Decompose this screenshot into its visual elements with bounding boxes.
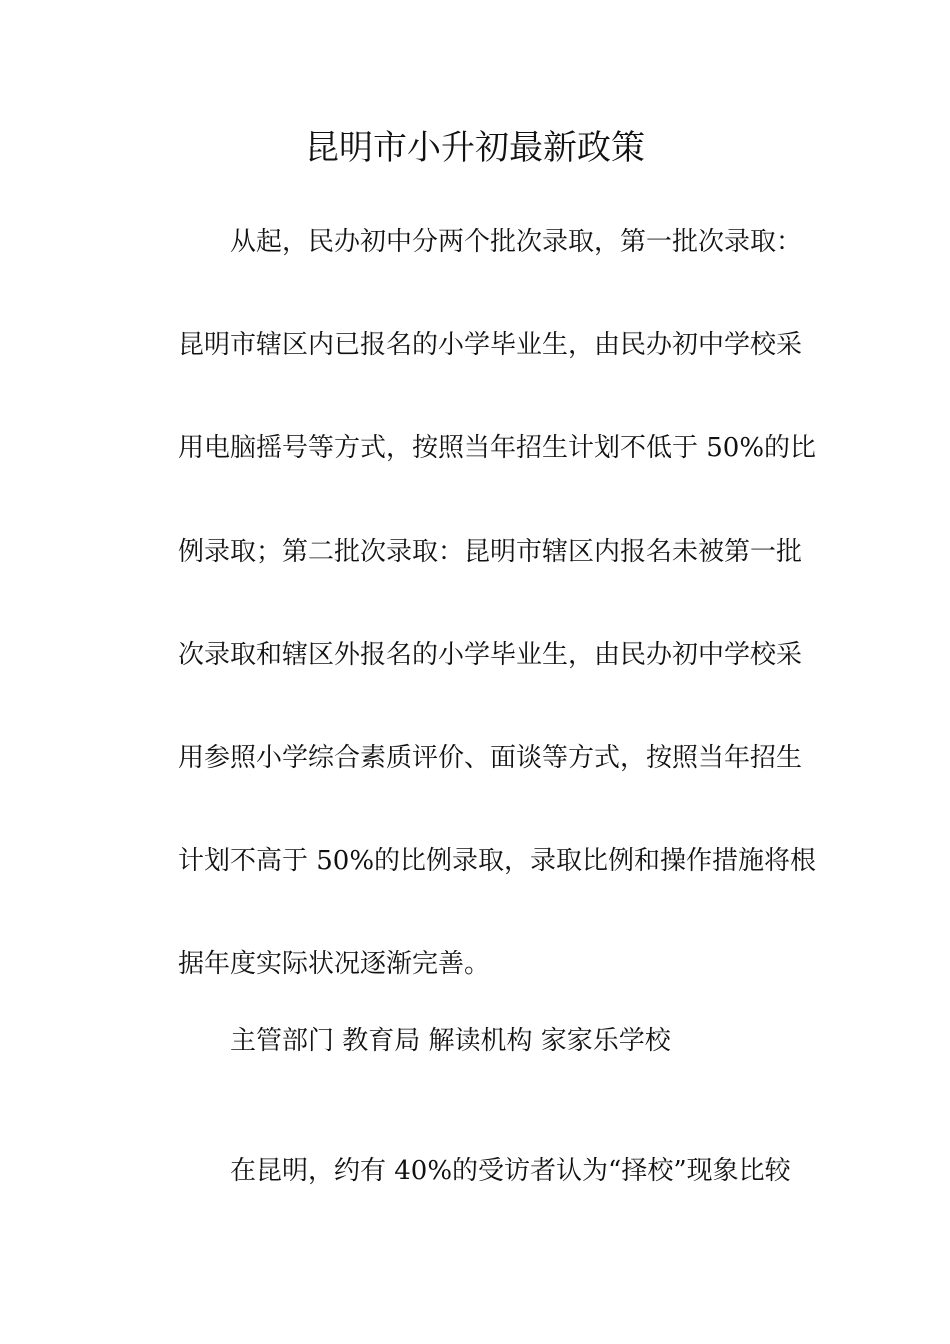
paragraph-line: 用参照小学综合素质评价、面谈等方式，按照当年招生 [178,743,803,773]
paragraph-line: 例录取；第二批次录取：昆明市辖区内报名未被第一批 [178,537,803,567]
paragraph-line: 用电脑摇号等方式，按照当年招生计划不低于 50%的比 [178,433,817,463]
department-info-line: 主管部门 教育局 解读机构 家家乐学校 [230,1026,671,1056]
paragraph-line: 次录取和辖区外报名的小学毕业生，由民办初中学校采 [178,640,803,670]
paragraph-line: 据年度实际状况逐渐完善。 [178,949,491,979]
paragraph-line: 昆明市辖区内已报名的小学毕业生，由民办初中学校采 [178,330,803,360]
document-title: 昆明市小升初最新政策 [305,128,645,168]
paragraph-line: 计划不高于 50%的比例录取，录取比例和操作措施将根 [178,846,817,876]
paragraph-line: 从起，民办初中分两个批次录取，第一批次录取： [230,227,803,257]
paragraph-line: 在昆明，约有 40%的受访者认为“择校”现象比较 [230,1156,791,1186]
